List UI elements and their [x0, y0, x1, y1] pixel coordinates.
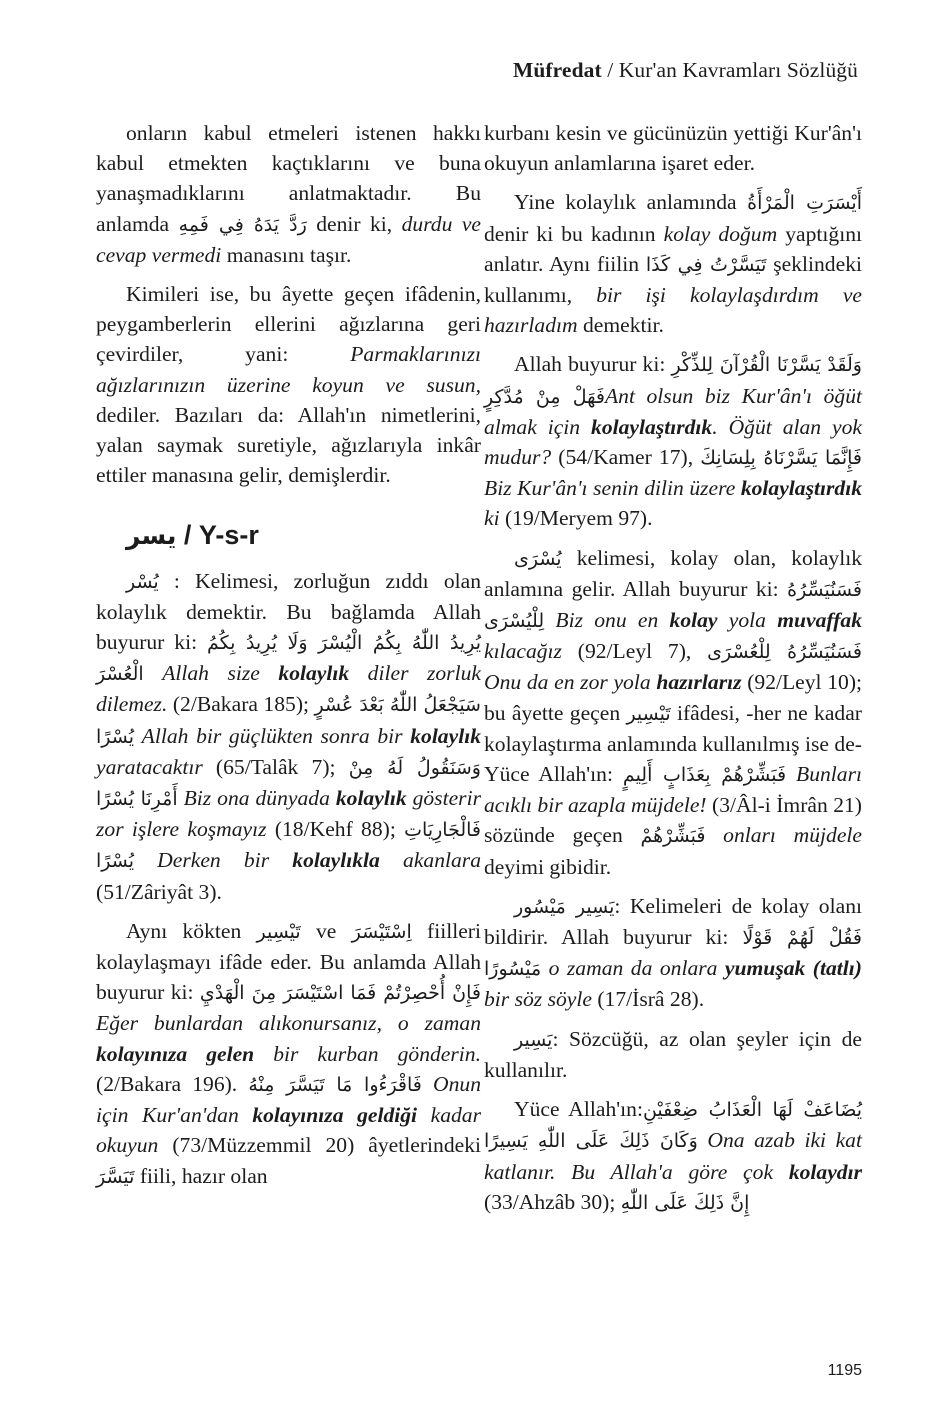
- arabic-text: إِنَّ ذَلِكَ عَلَى اللّٰهِ: [620, 1191, 750, 1214]
- italic-text: Allah bir güçlükten sonra bir: [141, 723, 411, 748]
- paragraph: [484, 1024, 862, 1085]
- text-run: [698, 1128, 708, 1152]
- text-run: (92/Leyl 10); bu âyette geçen: [484, 670, 863, 725]
- text-run: [544, 608, 555, 632]
- paragraph: [484, 349, 862, 533]
- text-run: (2/Bakara 196).: [96, 1071, 249, 1096]
- bold-italic-text: kolayınıza geldiği: [252, 1103, 418, 1128]
- bold-italic-text: yumuşak (tatlı): [724, 956, 862, 981]
- italic-text: kadar okuyun: [96, 1103, 481, 1158]
- italic-text: bir kurban gönderin.: [254, 1041, 481, 1066]
- page-number: 1195: [827, 1362, 862, 1379]
- text-run: : Kelimeleri de kolay olanı bildirir. Allah buyurur ki:: [484, 893, 862, 950]
- paragraph: [484, 1094, 862, 1218]
- text-run: [134, 848, 157, 872]
- bold-italic-text: kolay: [669, 608, 718, 633]
- text-run: (54/Kamer 17),: [551, 445, 701, 470]
- text-run: onların kabul etmeleri istenen hakkı kabul etmekten kaçtıklarını ve buna yanaşmadıklarını anlatmaktadır. Bu anlamda: [96, 121, 481, 236]
- paragraph: [96, 916, 481, 1192]
- text-run: kelimesi, kolay olan, kolaylık anlamına gelir. Allah buyurur ki:: [484, 545, 862, 601]
- text-run: manasını taşır.: [221, 242, 352, 267]
- italic-text: onları müjdele: [723, 823, 862, 848]
- arabic-text: اِسْتَيْسَرَ: [351, 920, 412, 943]
- text-run: (2/Bakara 185);: [167, 692, 315, 717]
- section-heading: [126, 520, 481, 551]
- text-run: (33/Ahzâb 30);: [484, 1189, 621, 1214]
- text-run: : Kelimesi, zorluğun zıddı olan kolaylık demektir. Bu bağlamda Allah buyurur ki:: [96, 568, 481, 655]
- arabic-text: فَإِنْ أُحْصِرْتُمْ فَمَا اسْتَيْسَرَ مِنَ الْهَدْيِ: [199, 982, 481, 1005]
- text-run: (51/Zâriyât 3).: [96, 879, 222, 904]
- italic-text: Biz ona dünyada: [183, 786, 336, 811]
- text-run: Yüce Allah'ın:: [514, 1097, 643, 1122]
- text-run: (17/İsrâ 28).: [591, 987, 705, 1012]
- text-run: (73/Müzzemmil 20) âyetlerindeki: [158, 1133, 481, 1158]
- text-run: demektir.: [577, 313, 664, 338]
- text-run: denir ki,: [306, 211, 402, 236]
- text-run: (65/Talâk 7);: [202, 754, 349, 779]
- text-run: Aynı kökten: [126, 918, 257, 943]
- arabic-text: يُسْرَى: [514, 547, 562, 570]
- text-run: denir ki bu kadının: [484, 221, 664, 246]
- italic-text: Derken bir: [157, 848, 293, 873]
- arabic-text: يُضَاعَفْ لَهَا الْعَذَابُ ضِعْفَيْنِ وَكَانَ ذَلِكَ عَلَى اللّٰهِ يَسِيرًا: [484, 1099, 862, 1153]
- italic-text: bir söz söyle: [484, 987, 592, 1012]
- text-run: fiili, hazır olan: [134, 1163, 268, 1188]
- arabic-text: يَسِير مَيْسُور: [514, 895, 615, 918]
- text-run: [705, 823, 723, 847]
- text-run: deyimi gibidir.: [484, 854, 612, 879]
- italic-text: Allah size: [162, 661, 279, 686]
- text-run: (3/Âl-i İmrân 21) sözünde geçen: [484, 793, 862, 848]
- arabic-text: فَإِنَّمَا يَسَّرْنَاهُ بِلِسَانِكَ: [700, 447, 862, 470]
- heading-latin: / Y-s-r: [176, 520, 259, 551]
- right-column: [484, 118, 862, 1227]
- text-run: [422, 1072, 433, 1096]
- italic-text: kolay doğum: [663, 221, 778, 246]
- arabic-text: وَسَنَقُولُ لَهُ مِنْ أَمْرِنَا يُسْرًا: [96, 756, 481, 811]
- arabic-text: يَسِير: [514, 1028, 553, 1051]
- italic-text: Onu da en zor yola: [484, 670, 657, 695]
- arabic-text: فَسَنُيَسِّرُهُ لِلْيُسْرَى: [484, 578, 862, 633]
- italic-text: durdu ve cevap vermedi: [96, 211, 481, 267]
- italic-text: Parmaklarınızı ağızlarınızın üzerine koyun ve susun,: [96, 342, 481, 397]
- text-run: kurbanı kesin ve gücünüzün yettiği Kur'ân'ı okuyun anlamlarına işaret eder.: [484, 121, 862, 176]
- italic-text: ki: [484, 506, 500, 531]
- paragraph: [96, 118, 481, 270]
- arabic-text: أَيْسَرَتِ الْمَرْأَةُ: [747, 192, 863, 215]
- arabic-text: تَيْسِير: [256, 920, 301, 943]
- arabic-text: فَبَشِّرْهُمْ: [640, 825, 706, 848]
- text-run: (92/Leyl 7),: [561, 639, 708, 664]
- italic-text: Onun için Kur'an'dan: [96, 1071, 481, 1128]
- italic-text: o zaman da onlara: [548, 956, 725, 981]
- bold-italic-text: kolaylık: [278, 661, 350, 686]
- paragraph: [484, 187, 862, 340]
- text-run: Yine kolaylık anlamında: [514, 190, 748, 215]
- text-run: [134, 724, 142, 748]
- bold-italic-text: muvaffak: [777, 608, 862, 633]
- arabic-text: فَبَشِّرْهُمْ بِعَذَابٍ أَلِيمٍ: [622, 764, 787, 787]
- paragraph: [484, 891, 862, 1015]
- arabic-text: رَدَّ يَدَهُ فِي فَمِهِ: [178, 213, 307, 236]
- running-header: [513, 58, 858, 83]
- heading-arabic: يسر: [126, 521, 177, 551]
- header-title: Müfredat: [512, 58, 602, 82]
- text-run: (19/Meryem 97).: [499, 506, 653, 531]
- arabic-text: يُرِيدُ اللّٰهُ بِكُمُ الْيُسْرَ وَلَا يُرِيدُ بِكُمُ الْعُسْرَ: [96, 632, 481, 686]
- left-column: [96, 118, 481, 1201]
- arabic-text: سَيَجْعَلُ اللّٰهُ بَعْدَ عُسْرٍ يُسْرًا: [96, 694, 481, 748]
- bold-italic-text: kolaylıkla: [292, 848, 380, 873]
- arabic-text: تَيَسَّرْتُ فِي كَذَا: [645, 253, 767, 276]
- italic-text: . Öğüt alan yok mudur?: [484, 414, 862, 470]
- text-run: yaptığını anlatır. Aynı fiilin: [484, 221, 862, 276]
- text-run: ve: [300, 918, 352, 943]
- arabic-text: وَلَقَدْ يَسَّرْنَا الْقُرْآنَ لِلذِّكْرِ فَهَلْ مِنْ مُدَّكِرٍ: [484, 354, 862, 408]
- italic-text: Eğer bunlardan alıkonursanız, o zaman: [96, 1011, 481, 1036]
- arabic-text: فَقُلْ لَهُمْ قَوْلًا مَيْسُورًا: [484, 927, 862, 981]
- italic-text: Bunları acıklı bir azapla müjdele!: [484, 762, 862, 818]
- text-run: fiilleri kolaylaşmayı ifâde eder. Bu anlamda Allah buyurur ki:: [96, 918, 481, 1005]
- bold-italic-text: kolayınıza gelen: [96, 1041, 255, 1066]
- bold-italic-text: kolaylık: [335, 786, 407, 811]
- arabic-text: تَيَسَّرَ: [96, 1165, 135, 1188]
- italic-text: Biz Kur'ân'ı senin dilin üzere: [484, 476, 741, 501]
- text-run: (18/Kehf 88);: [266, 817, 405, 842]
- bold-italic-text: kolaydır: [788, 1159, 862, 1184]
- bold-italic-text: hazırlarız: [656, 670, 742, 695]
- text-run: Kimileri ise, bu âyette geçen ifâdenin, peygamberlerin ellerini ağızlarına geri çevirdiler, yani:: [96, 282, 481, 367]
- text-run: dediler. Bazıları da: Allah'ın nimetlerini, yalan saymak suretiyle, ağızlarıyla inkâr ettiler manasına gelir, demişlerdir.: [96, 402, 481, 488]
- arabic-text: فَاقْرَءُوا مَا تَيَسَّرَ مِنْهُ: [248, 1073, 422, 1096]
- italic-text: Ona azab iki kat katlanır. Bu Allah'a göre çok: [484, 1128, 862, 1184]
- paragraph: [484, 543, 862, 882]
- italic-text: kılacağız: [484, 639, 562, 664]
- paragraph: [96, 279, 481, 490]
- italic-text: akanlara: [379, 848, 481, 873]
- italic-text: diler zorluk dilemez.: [96, 661, 481, 717]
- paragraph: [96, 566, 481, 907]
- italic-text: bir işi kolaylaşdırdım ve hazırladım: [484, 283, 862, 338]
- arabic-text: فَسَنُيَسِّرُهُ لِلْعُسْرَى: [707, 641, 863, 664]
- italic-text: yaratacaktır: [96, 754, 203, 779]
- italic-text: yola: [717, 608, 778, 633]
- text-run: Allah buyurur ki:: [514, 352, 672, 377]
- arabic-text: تَيْسِير: [626, 702, 671, 725]
- header-subtitle: / Kur'an Kavramları Sözlüğü: [601, 58, 858, 82]
- text-run: [541, 956, 548, 980]
- italic-text: Biz onu en: [555, 608, 670, 633]
- text-run: [144, 661, 163, 685]
- arabic-text: فَالْجَارِيَاتِ يُسْرًا: [96, 819, 481, 873]
- arabic-text: يُسْر: [126, 570, 159, 593]
- text-run: ifâdesi, -her ne kadar kolaylaştırma anlamında kullanılmış ise de- Yüce Allah'ın:: [484, 700, 862, 787]
- bold-italic-text: kolaylaştırdık: [591, 414, 713, 439]
- bold-italic-text: kolaylık: [410, 723, 481, 748]
- italic-text: gösterir zor işlere koşmayız: [96, 786, 481, 842]
- text-run: [786, 762, 796, 786]
- paragraph: [484, 118, 862, 178]
- text-run: şeklindeki kullanımı,: [484, 251, 862, 308]
- text-run: : Sözcüğü, az olan şeyler için de kullanılır.: [484, 1026, 862, 1082]
- bold-italic-text: kolaylaştırdık: [740, 476, 862, 501]
- italic-text: Ant olsun biz Kur'ân'ı öğüt almak için: [484, 383, 862, 439]
